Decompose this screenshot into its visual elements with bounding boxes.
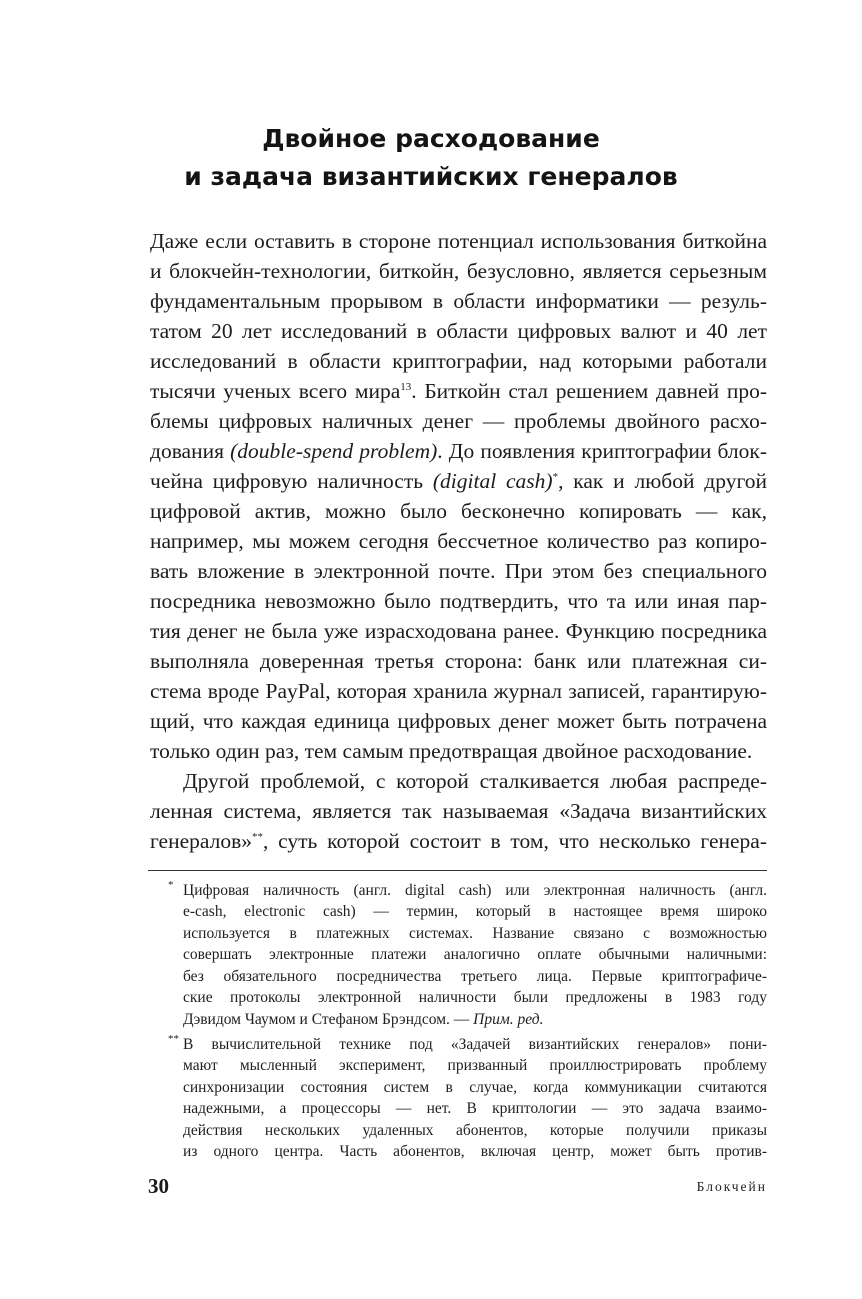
body-line: только один раз, тем самым предотвращая двойное расходование.: [150, 739, 753, 763]
footnote-line: В вычислительной технике под «Задачей византийских генералов» пони-: [183, 1036, 767, 1053]
body-line: [150, 826, 767, 856]
footnote-line: Цифровая наличность (англ. digital cash) или электронная наличность (англ.: [183, 882, 767, 899]
body-line: стема вроде PayPal, которая хранила журнал записей, гарантирую-: [150, 679, 767, 703]
body-line: тия денег не была уже израсходована ранее. Функцию посредника: [150, 619, 767, 643]
footnote-line: действия нескольких удаленных абонентов, которые получили приказы: [183, 1122, 767, 1139]
footnote-1-mark: *: [168, 879, 174, 891]
editor-note: Прим. ред.: [473, 1011, 544, 1028]
body-line: посредника невозможно было подтвердить, что та или иная пар-: [150, 589, 767, 613]
footnote-line: e-cash, electronic cash) — термин, который в настоящее время широко: [183, 903, 767, 920]
footnote-ref-1[interactable]: *: [552, 470, 559, 483]
text-run: генералов»: [150, 829, 252, 853]
text-run: , как и любой другой: [558, 469, 768, 493]
body-line: ленная система, является так называемая «Задача византийских: [150, 799, 767, 823]
text-run: . Биткойн стал решением давней про-: [411, 379, 767, 403]
heading-line-2: и задача византийских генералов: [184, 162, 678, 191]
body-line: и блокчейн-технологии, биткойн, безусловно, является серьезным: [150, 259, 767, 283]
body-line: блемы цифровых наличных денег — проблемы двойного расхо-: [150, 409, 767, 433]
italic-term: (digital cash): [432, 469, 553, 493]
footnote-line: надежными, а процессоры — нет. В криптологии — это задача взаимо-: [183, 1100, 767, 1117]
body-line: щий, что каждая единица цифровых денег может быть потрачена: [150, 709, 767, 733]
text-run: чейна цифровую наличность: [150, 469, 433, 493]
text-run: дования: [150, 439, 231, 463]
endnote-ref-13[interactable]: 13: [400, 380, 412, 393]
text-run: тысячи ученых всего мира: [150, 379, 401, 403]
footnote-line: ские протоколы электронной наличности были предложены в 1983 году: [183, 989, 767, 1006]
running-head: Блокчейн: [696, 1179, 767, 1194]
footnote-divider: [148, 870, 767, 871]
body-line: исследований в области криптографии, над которыми работали: [150, 349, 767, 373]
footnote-line: без обязательного посредничества третьего лица. Первые криптографиче-: [183, 968, 767, 985]
body-line: татом 20 лет исследований в области цифровых валют и 40 лет: [150, 319, 767, 343]
footnote-line: мают мысленный эксперимент, призванный проиллюстрировать проблему: [183, 1057, 767, 1074]
footnote-ref-2[interactable]: **: [252, 830, 263, 843]
body-line: выполняла доверенная третья сторона: банк или платежная си-: [150, 649, 767, 673]
body-line: Другой проблемой, с которой сталкивается любая распреде-: [183, 769, 767, 793]
body-line: вать вложение в электронной почте. При этом без специального: [150, 559, 767, 583]
footnote-2-mark: **: [168, 1033, 179, 1045]
body-line: [150, 376, 767, 406]
heading-line-1: Двойное расходование: [262, 124, 600, 153]
section-heading: [0, 120, 862, 196]
footnote-line: совершать электронные платежи аналогично оплате обычными наличными:: [183, 946, 767, 963]
body-line: цифровой актив, можно было бесконечно копировать — как,: [150, 499, 767, 523]
body-line: например, мы можем сегодня бессчетное количество раз копиро-: [150, 529, 767, 553]
body-line: фундаментальным прорывом в области информатики — резуль-: [150, 289, 767, 313]
italic-term: (double-spend problem): [230, 439, 438, 463]
footnote-line: [183, 1009, 767, 1030]
footnote-line: используется в платежных системах. Название связано с возможностью: [183, 925, 767, 942]
body-line: Даже если оставить в стороне потенциал использования биткойна: [150, 229, 767, 253]
footnote-line: из одного центра. Часть абонентов, включая центр, может быть против-: [183, 1143, 767, 1160]
text-run: , суть которой состоит в том, что несколько генера-: [263, 829, 767, 853]
footnote-line: синхронизации состояния систем в случае, когда коммуникации считаются: [183, 1079, 767, 1096]
text-run: . До появления криптографии блок-: [437, 439, 767, 463]
page-number: 30: [148, 1174, 169, 1198]
body-line: [150, 436, 767, 466]
body-line: [150, 466, 767, 496]
text-run: Дэвидом Чаумом и Стефаном Брэндсом. —: [183, 1011, 474, 1028]
